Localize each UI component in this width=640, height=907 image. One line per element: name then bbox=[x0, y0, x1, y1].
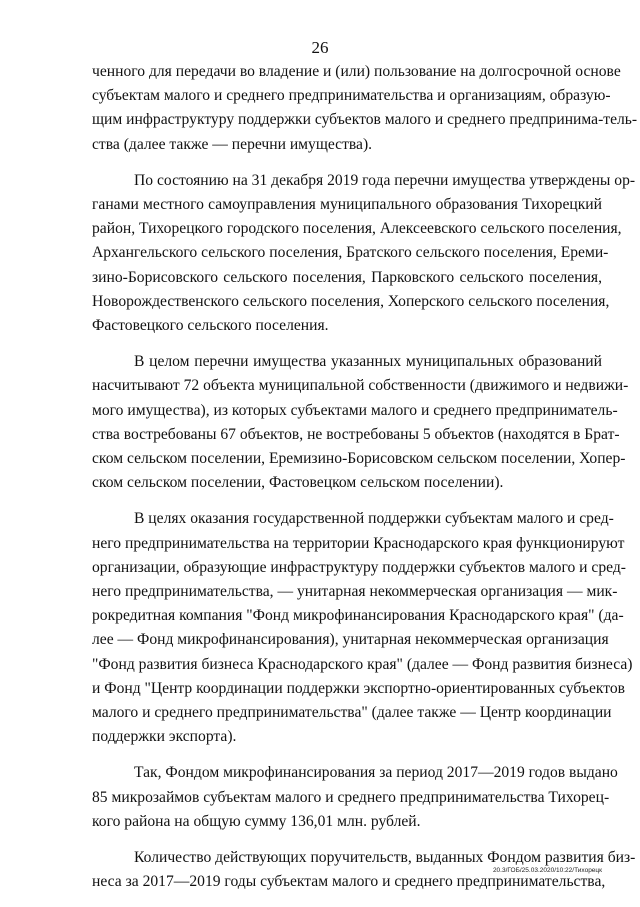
text-line: Количество действующих поручительств, выданных Фондом развития биз- bbox=[134, 849, 636, 867]
text-line: Новорождественского сельского поселения, Хоперского сельского поселения, bbox=[92, 292, 610, 310]
text-line: и Фонд "Центр координации поддержки экспортно-ориентированных субъектов bbox=[92, 679, 626, 697]
text-line: неса за 2017—2019 годы субъектам малого и среднего предпринимательства, bbox=[92, 873, 606, 891]
text-line: малого и среднего предпринимательства" (далее также — Центр координации bbox=[92, 704, 612, 722]
text-line: него предпринимательства на территории Краснодарского края функционируют bbox=[92, 534, 625, 552]
text-line: насчитывают 72 объекта муниципальной собственности (движимого и недвижи- bbox=[92, 377, 629, 395]
text-line: субъектам малого и среднего предпринимательства и организациям, образую- bbox=[92, 87, 611, 105]
text-line: поддержки экспорта). bbox=[92, 728, 237, 746]
paragraph bbox=[92, 761, 618, 834]
text-line: Так, Фондом микрофинансирования за период 2017—2019 годов выдано bbox=[134, 764, 618, 782]
text-line: зино-Борисовского сельского поселения, Парковского сельского поселения, bbox=[92, 268, 602, 286]
text-line: ском сельском поселении, Фастовецком сельском поселении). bbox=[92, 474, 504, 492]
paragraph bbox=[92, 169, 636, 338]
text-line: мого имущества), из которых субъектами малого и среднего предприниматель- bbox=[92, 401, 618, 419]
text-line: ченного для передачи во владение и (или) пользование на долгосрочной основе bbox=[92, 63, 621, 80]
text-line: него предпринимательства, — унитарная некоммерческая организация — мик- bbox=[92, 583, 618, 601]
text-line: ском сельском поселении, Еремизино-Борисовском сельском поселении, Хопер- bbox=[92, 450, 626, 468]
text-line: В целях оказания государственной поддержки субъектам малого и сред- bbox=[134, 510, 614, 528]
footer-stamp: 20.3/ГОБ/25.03.2020/10:22/Тихорецк bbox=[492, 867, 602, 874]
text-line: район, Тихорецкого городского поселения, Алексеевского сельского поселения, bbox=[92, 220, 622, 238]
text-line: Фастовецкого сельского поселения. bbox=[92, 317, 329, 335]
text-line: По состоянию на 31 декабря 2019 года перечни имущества утверждены ор- bbox=[134, 171, 636, 189]
text-line: ганами местного самоуправления муниципального образования Тихорецкий bbox=[92, 196, 602, 214]
page-number: 26 bbox=[311, 38, 329, 57]
text-line: ства востребованы 67 объектов, не востребованы 5 объектов (находятся в Брат- bbox=[92, 425, 620, 443]
text-line: щим инфраструктуру поддержки субъектов малого и среднего предпринима-тель- bbox=[92, 111, 638, 129]
text-line: лее — Фонд микрофинансирования), унитарная некоммерческая организация bbox=[92, 631, 609, 649]
text-line: кого района на общую сумму 136,01 млн. рублей. bbox=[92, 812, 421, 830]
text-line: организации, образующие инфраструктуру поддержки субъектов малого и сред- bbox=[92, 558, 626, 576]
text-line: 85 микрозаймов субъектам малого и среднего предпринимательства Тихорец- bbox=[92, 788, 610, 806]
paragraph bbox=[92, 60, 638, 157]
text-line: "Фонд развития бизнеса Краснодарского края" (далее — Фонд развития бизнеса) bbox=[92, 655, 633, 673]
document-body bbox=[92, 60, 638, 907]
text-line: рокредитная компания "Фонд микрофинансирования Краснодарского края" (да- bbox=[92, 607, 624, 625]
text-line: ства (далее также — перечни имущества). bbox=[92, 135, 373, 153]
text-line: Архангельского сельского поселения, Братского сельского поселения, Ереми- bbox=[92, 244, 609, 262]
paragraph bbox=[92, 507, 633, 749]
text-line: В целом перечни имущества указанных муниципальных образований bbox=[134, 353, 602, 371]
paragraph bbox=[92, 350, 629, 495]
